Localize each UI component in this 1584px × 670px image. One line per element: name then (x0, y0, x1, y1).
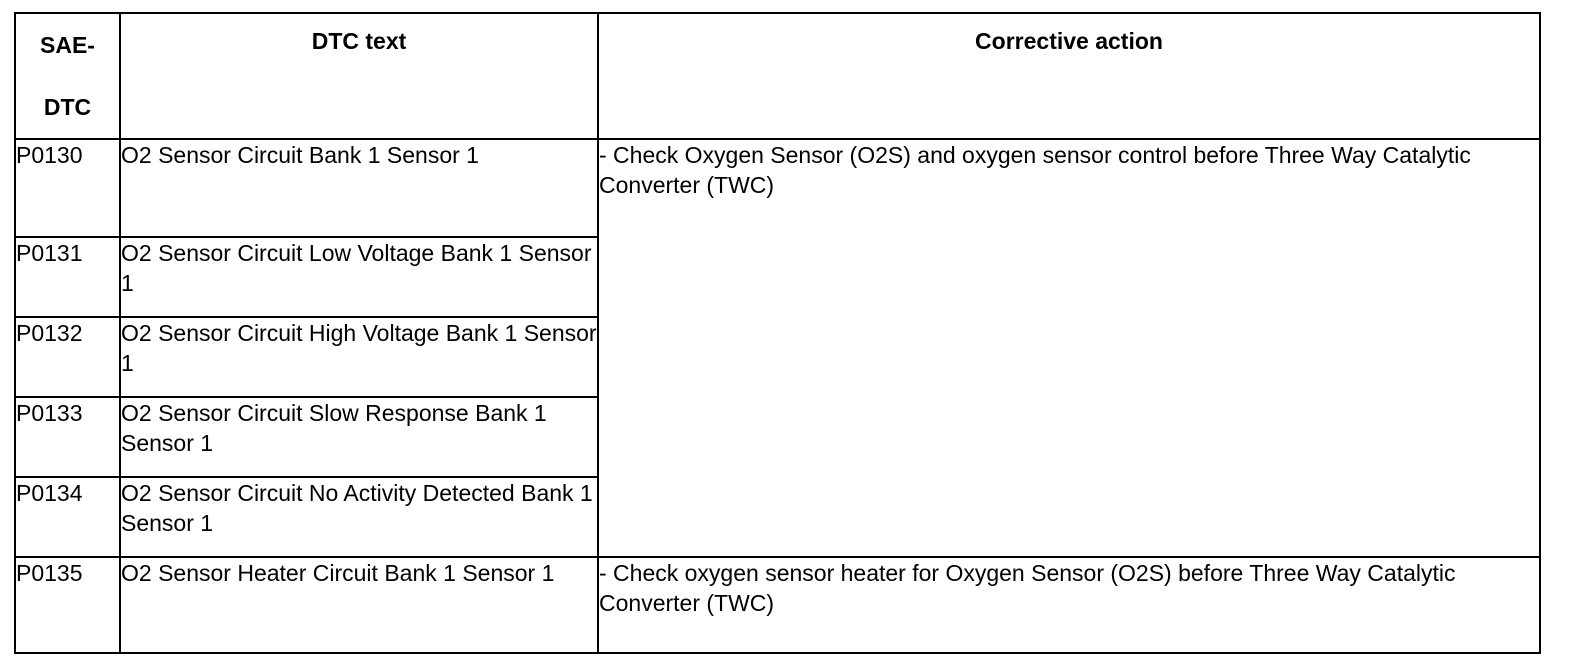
header-sae-dtc (15, 13, 120, 139)
dtc-code-cell: P0134 (15, 477, 120, 557)
corrective-action-cell: - Check oxygen sensor heater for Oxygen Sensor (O2S) before Three Way Catalytic Converter (TWC) (598, 557, 1540, 653)
dtc-text-cell: O2 Sensor Heater Circuit Bank 1 Sensor 1 (120, 557, 598, 653)
table-row (15, 139, 1540, 237)
dtc-code-cell: P0131 (15, 237, 120, 317)
dtc-code-cell: P0133 (15, 397, 120, 477)
dtc-text-cell: O2 Sensor Circuit Slow Response Bank 1 Sensor 1 (120, 397, 598, 477)
dtc-text-cell: O2 Sensor Circuit High Voltage Bank 1 Sensor 1 (120, 317, 598, 397)
dtc-text-cell: O2 Sensor Circuit No Activity Detected Bank 1 Sensor 1 (120, 477, 598, 557)
corrective-action-cell: - Check Oxygen Sensor (O2S) and oxygen sensor control before Three Way Catalytic Converter (TWC) (598, 139, 1540, 557)
header-dtc-text (120, 13, 598, 139)
dtc-code-cell: P0135 (15, 557, 120, 653)
dtc-text-cell: O2 Sensor Circuit Bank 1 Sensor 1 (120, 139, 598, 237)
dtc-text-cell: O2 Sensor Circuit Low Voltage Bank 1 Sensor 1 (120, 237, 598, 317)
header-corrective-action-label: Corrective action (975, 28, 1163, 54)
header-dtc-text-label: DTC text (311, 28, 407, 54)
dtc-code-cell: P0132 (15, 317, 120, 397)
header-sae-dtc-line1: SAE- (40, 32, 95, 58)
table-row (15, 557, 1540, 653)
dtc-table (14, 12, 1541, 654)
header-row (15, 13, 1540, 139)
header-corrective-action (598, 13, 1540, 139)
dtc-code-cell: P0130 (15, 139, 120, 237)
header-sae-dtc-line2: DTC (43, 94, 92, 120)
